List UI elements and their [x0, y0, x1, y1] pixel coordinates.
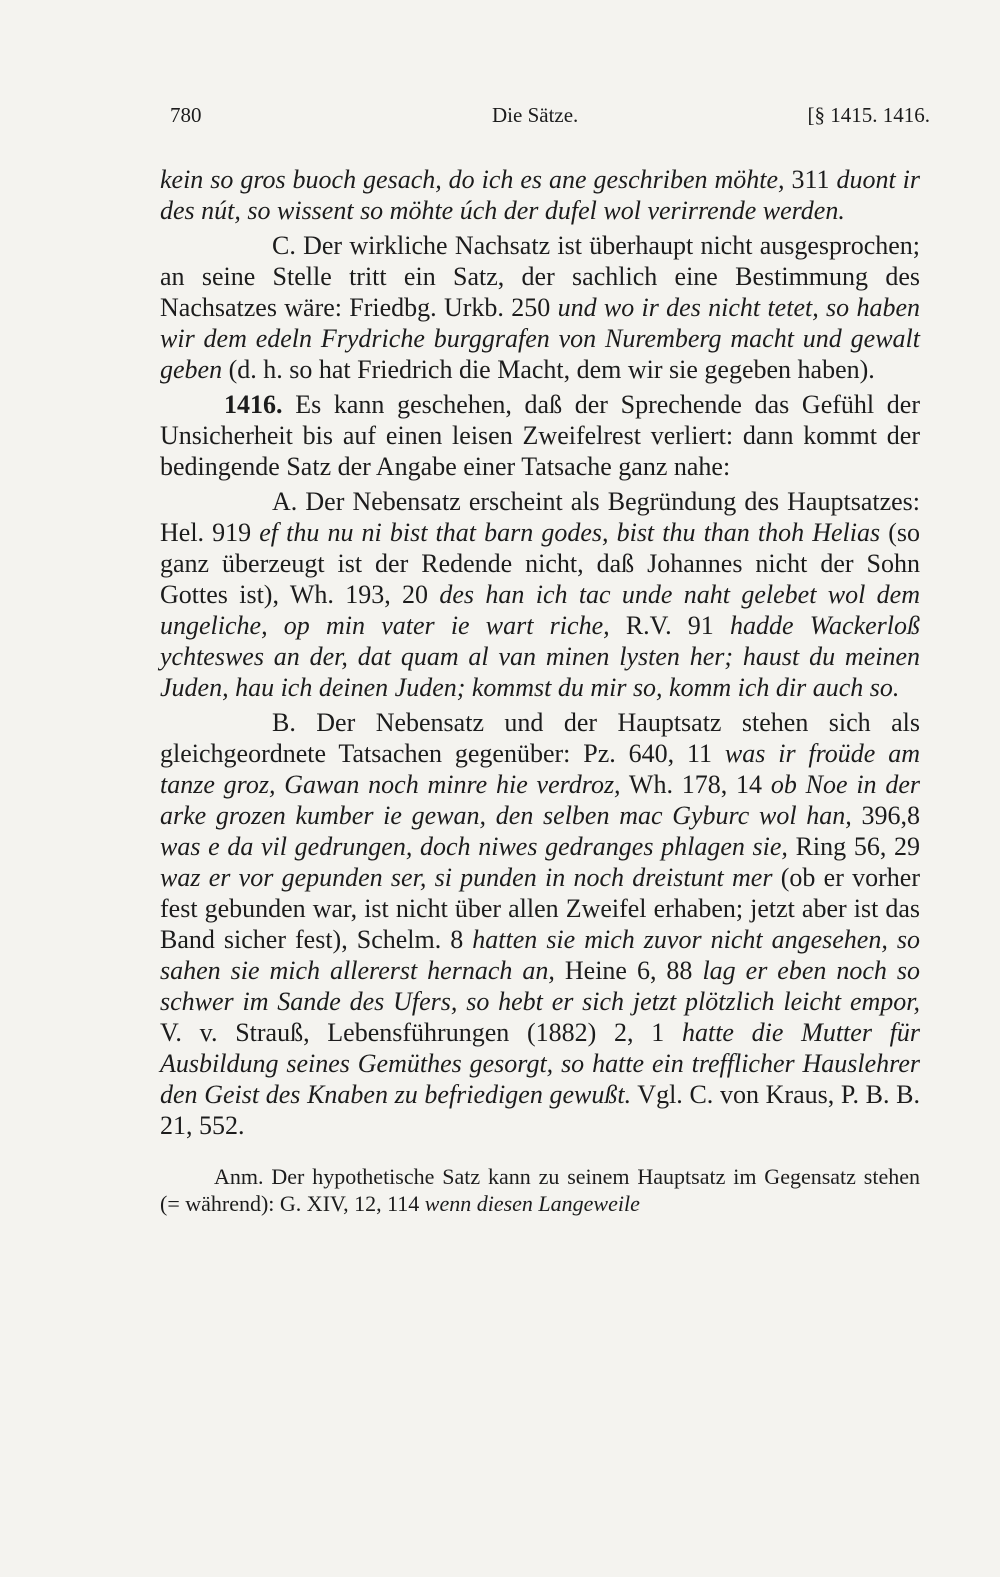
page-number: 780: [170, 103, 202, 127]
paragraph-1416: [160, 389, 920, 482]
page-body: [160, 164, 920, 1217]
paragraph-b: [160, 707, 920, 1141]
paragraph-a: [160, 486, 920, 703]
quote: wenn diesen Langeweile: [424, 1191, 640, 1216]
text: (d. h. so hat Friedrich die Macht, dem wir sie gegeben haben).: [228, 355, 875, 384]
text: (ob er vorher fest gebunden war, ist nicht über allen Zweifel erhaben; jetzt aber ist das Band sicher fest), Schelm. 8: [160, 863, 920, 954]
citation-number: 311: [791, 165, 830, 194]
text: C. Der wirkliche Nachsatz ist überhaupt nicht ausgesprochen; an seine Stelle tritt ein Satz, der sachlich eine Bestimmung des Nachsatzes wäre: Friedbg. Urkb. 250: [160, 231, 920, 322]
text: Wh. 178, 14: [628, 770, 763, 799]
quote: was ir froüde am tanze groz, Gawan noch minre hie verdroz,: [160, 739, 920, 799]
section-reference: [§ 1415. 1416.: [807, 103, 930, 127]
quote: duont ir des nút, so wissent so möhte úch der dufel wol verirrende werden.: [160, 165, 921, 225]
footnote-anmerkung: [160, 1163, 920, 1217]
text: R.V. 91: [625, 611, 714, 640]
running-title: Die Sätze.: [492, 103, 579, 127]
quote: hadde Wackerloß ychteswes an der, dat quam al van minen lysten her;: [160, 611, 921, 671]
text: Anm. Der hypothetische Satz kann zu seinem Hauptsatz im Gegensatz stehen (= während): G. XIV, 12, 114: [160, 1164, 920, 1216]
section-number: 1416.: [224, 390, 283, 419]
text: Es kann geschehen, daß der Sprechende das Gefühl der Unsicherheit bis auf einen leisen Zweifelrest verliert: dann kommt der bedingende Satz der Angabe einer Tatsache ganz nahe:: [160, 390, 921, 481]
quote: des han ich tac unde naht gelebet wol dem ungeliche, op min vater ie wart riche,: [160, 580, 921, 640]
text: Vgl. C. von Kraus, P. B. B. 21, 552.: [160, 1080, 920, 1140]
text: B. Der Nebensatz und der Hauptsatz stehen sich als gleichgeordnete Tatsachen gegenüber: Pz. 640, 11: [160, 708, 920, 768]
quote: lag er eben noch so schwer im Sande des Ufers, so hebt er sich jetzt plötzlich leicht empor,: [160, 956, 921, 1016]
quote: kommst du mir so, komm ich dir auch so.: [471, 673, 900, 702]
quote: hatte die Mutter für Ausbildung seines Gemüthes gesorgt, so hatte ein trefflicher Hauslehrer den Geist des Knaben zu befriedigen gewußt.: [160, 1018, 921, 1109]
quote: waz er vor gepunden ser, si punden in noch dreistunt mer: [160, 863, 773, 892]
text: Ring 56, 29: [795, 832, 920, 861]
text: (so ganz überzeugt ist der Redende nicht, daß Johannes nicht der Sohn Gottes ist), Wh. 193, 20: [160, 518, 921, 609]
quote: hatten sie mich zuvor nicht angesehen, so sahen sie mich allererst hernach an,: [160, 925, 920, 985]
quote: haust du meinen Juden, hau ich deinen Juden;: [160, 642, 921, 702]
text: V. v. Strauß, Lebensführungen (1882) 2, 1: [160, 1018, 665, 1047]
quote: und wo ir des nicht tetet, so haben wir dem edeln Frydriche burggrafen von Nuremberg macht und gewalt geben: [160, 293, 920, 384]
quote: ob Noe in der arke grozen kumber ie gewan, den selben mac Gyburc wol han,: [160, 770, 921, 830]
quote: kein so gros buoch gesach, do ich es ane geschriben möhte,: [160, 165, 785, 194]
text: 396,8: [861, 801, 921, 830]
paragraph-c: [160, 230, 920, 385]
quote: ef thu nu ni bist that barn godes, bist thu than thoh Helias: [259, 518, 881, 547]
text: A. Der Nebensatz erscheint als Begründung des Hauptsatzes: Hel. 919: [160, 487, 920, 547]
quote: was e da vil gedrungen, doch niwes gedranges phlagen sie,: [160, 832, 788, 861]
paragraph-continued-quote: [160, 164, 920, 226]
page-header: [170, 100, 930, 130]
text: Heine 6, 88: [564, 956, 693, 985]
